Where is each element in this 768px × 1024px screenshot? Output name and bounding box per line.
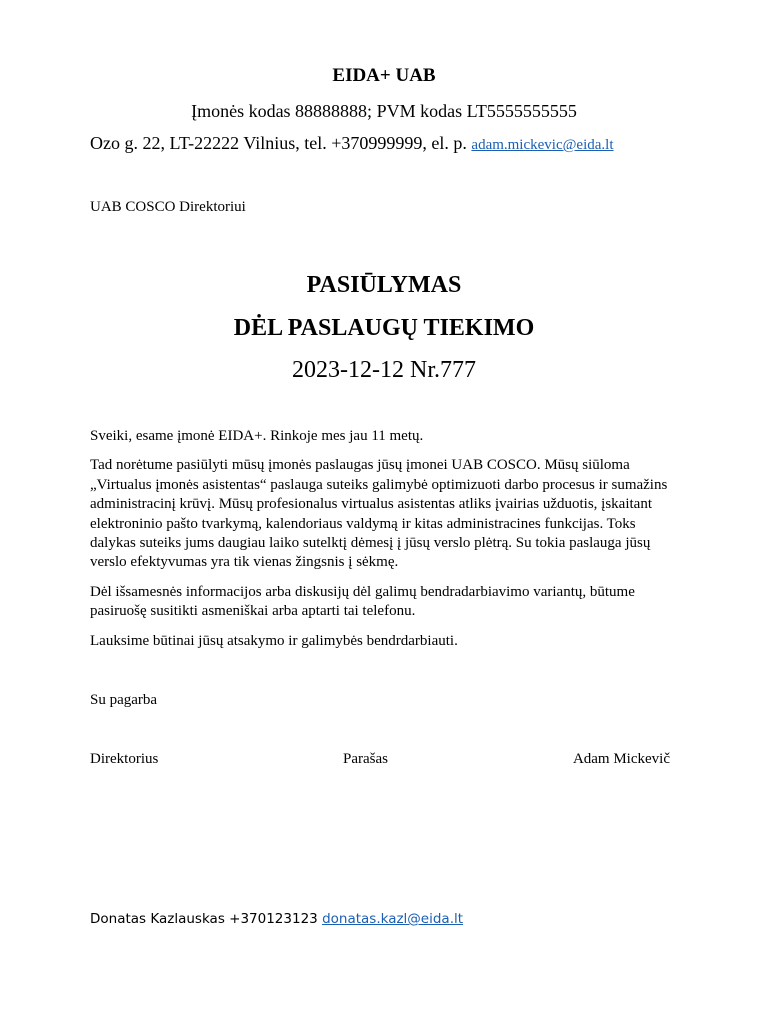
company-name: EIDA+ UAB	[332, 65, 436, 86]
body-paragraph-details: Dėl išsamesnės informacijos arba diskusijų dėl galimų bendradarbiavimo variantų, būtume pasiruošę susitikti asmeniškai arba aptarti tai telefonu.	[90, 583, 635, 620]
footer-contact	[90, 910, 463, 928]
company-codes: Įmonės kodas 88888888; PVM kodas LT5555555555	[191, 101, 577, 121]
body-paragraph-closing: Lauksime būtinai jūsų atsakymo ir galimybės bendrdarbiauti.	[90, 632, 458, 649]
letter-body	[90, 427, 675, 661]
company-address	[90, 131, 730, 157]
body-paragraph-greeting: Sveiki, esame įmonė EIDA+. Rinkoje mes jau 11 metų.	[90, 428, 424, 444]
recipient: UAB COSCO Direktoriui	[90, 199, 246, 215]
company-email-link[interactable]: adam.mickevic@eida.lt	[471, 137, 614, 153]
document-title: PASIŪLYMAS	[306, 272, 462, 298]
footer-contact-text: Donatas Kazlauskas +370123123	[90, 911, 318, 927]
signature-name: Adam Mickevič	[572, 751, 670, 767]
document-date-number: 2023-12-12 Nr.777	[292, 357, 476, 383]
address-text: Ozo g. 22, LT-22222 Vilnius, tel. +370999999, el. p.	[90, 133, 467, 153]
body-paragraph-offer: Tad norėtume pasiūlyti mūsų įmonės paslaugas jūsų įmonei UAB COSCO. Mūsų siūloma „Virtualus įmonės asistentas“ paslauga suteiks galimybė optimizuoti darbo procesus ir sumažins administracinį krūvį. Mūsų profesionalus virtualus asistentas atliks įvairias užduotis, įskaitant elektroninio pašto tvarkymą, kalendoriaus valdymą ir kitas administracines funkcijas. Toks dalykas suteiks jums daugiau laiko sutelktį dėmesį į jūsų verslo plėtrą. Su tokia paslauga jūsų verslo efektyvumas yra tik vienas žingsnis į sėkmę.	[90, 457, 668, 571]
footer-email-link[interactable]: donatas.kazl@eida.lt	[322, 911, 464, 927]
closing-salutation: Su pagarba	[90, 692, 158, 708]
signature-label: Parašas	[343, 751, 388, 767]
signature-position: Direktorius	[90, 751, 159, 767]
document-subtitle: DĖL PASLAUGŲ TIEKIMO	[233, 315, 535, 341]
